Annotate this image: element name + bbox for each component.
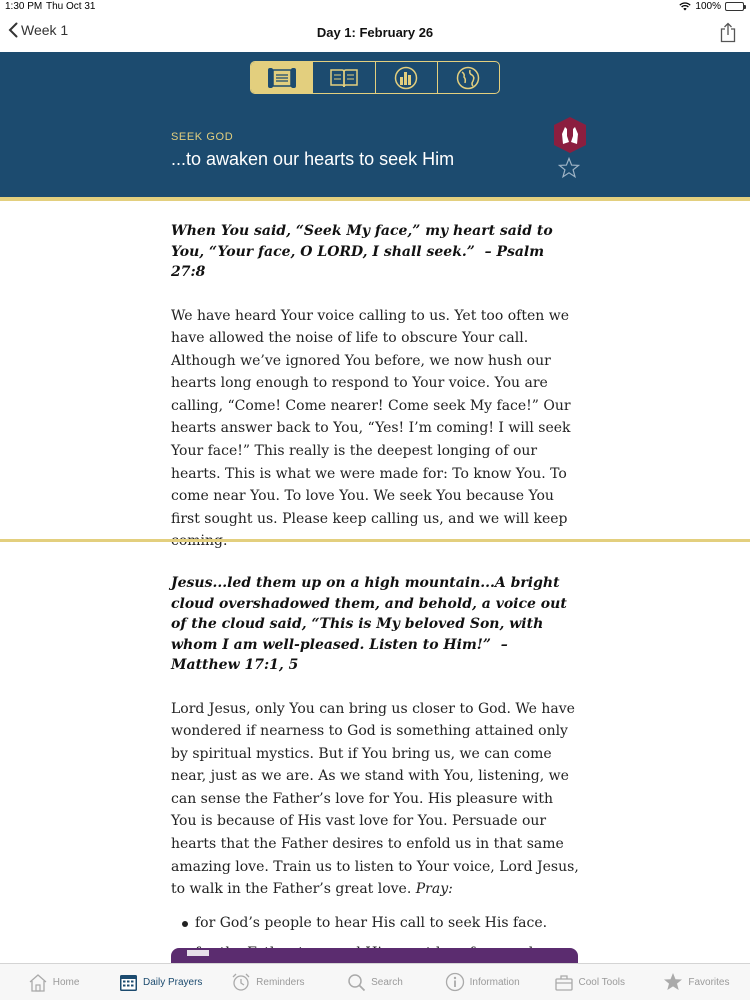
- prayer-content: [0, 201, 750, 963]
- tab-search[interactable]: [321, 964, 428, 1000]
- tab-label: Favorites: [688, 976, 730, 988]
- page-title: Day 1: February 26: [316, 25, 434, 40]
- segment-book[interactable]: [313, 62, 375, 93]
- prayer-point: for God’s people to hear His call to seek His face.: [171, 913, 579, 933]
- view-segmented-control: [250, 61, 500, 94]
- share-button[interactable]: [720, 22, 736, 48]
- city-globe-icon: [394, 66, 418, 90]
- section-divider: [0, 539, 750, 542]
- open-book-icon: [329, 67, 359, 89]
- status-date: Thu Oct 31: [46, 1, 96, 12]
- prayer-category: SEEK GOD: [171, 131, 234, 143]
- prayer-header: [0, 52, 750, 198]
- alarm-clock-icon: [231, 972, 251, 992]
- battery-icon: [725, 2, 744, 11]
- prayer-section-2: [0, 573, 750, 963]
- tab-reminders[interactable]: [214, 964, 321, 1000]
- tab-label: Reminders: [256, 976, 305, 988]
- prayer-body-text: Lord Jesus, only You can bring us closer to God. We have wondered if nearness to God is something attained only by spiritual mystics. But if You bring us, we can come near, just as we are. As we stand with You, listening, we can sense the Father’s love for You. His pleasure with You is because of His vast love for You. Persuade our hearts that the Father desires to enfold us in that same amazing love. Train us to listen to Your voice, Lord Jesus, to walk in the Father’s great love.: [171, 700, 579, 898]
- star-icon: [663, 972, 683, 992]
- battery-percent: 100%: [695, 1, 721, 12]
- action-card[interactable]: [171, 948, 578, 963]
- tools-icon: [554, 972, 574, 992]
- status-time: 1:30 PM: [5, 1, 43, 12]
- back-label: Week 1: [21, 22, 69, 38]
- calendar-icon: [119, 973, 138, 992]
- segment-city[interactable]: [376, 62, 438, 93]
- tab-home[interactable]: [0, 964, 107, 1000]
- tab-label: Daily Prayers: [142, 976, 203, 988]
- status-bar: [0, 0, 750, 14]
- verse-reference: – Psalm 27:8: [171, 243, 545, 280]
- share-icon: [720, 22, 736, 43]
- verse-text: Jesus...led them up on a high mountain...A bright cloud overshadowed them, and behold, a voice out of the cloud said, “This is My beloved Son, with whom I am well-pleased. Listen to Him!”: [171, 575, 567, 653]
- magnifier-icon: [347, 973, 366, 992]
- status-indicators: [679, 1, 744, 12]
- prayer-section-1: [0, 201, 750, 553]
- tab-bar: [0, 963, 750, 1000]
- praying-hands-icon: [552, 116, 588, 154]
- favorite-star-icon[interactable]: [558, 157, 580, 179]
- pray-label: Pray:: [415, 881, 453, 898]
- prayer-body: We have heard Your voice calling to us. Yet too often we have allowed the noise of life to obscure Your call. Although we’ve ignored You before, we now hush our hearts long enough to respond to Your voice. You are calling, “Come! Come nearer! Come seek My face!” Our hearts answer back to You, “Yes! I’m coming! I will seek Your face!” This really is the deepest longing of our hearts. This is what we were made for: To know You. To come near You. To love You. We seek You because You first sought us. Please keep calling us, and we will keep: [171, 307, 571, 527]
- tab-label: Information: [469, 976, 520, 988]
- prayer-body: [171, 698, 579, 901]
- scripture-verse: [171, 573, 579, 676]
- tab-label: Home: [52, 976, 80, 988]
- tab-label: Cool Tools: [578, 976, 626, 988]
- prayer-title: ...to awaken our hearts to seek Him: [171, 149, 455, 169]
- segment-world[interactable]: [438, 62, 499, 93]
- tab-daily-prayers[interactable]: [107, 964, 214, 1000]
- scripture-verse: [171, 221, 579, 283]
- card-icon: [187, 950, 209, 956]
- tab-label: Search: [371, 976, 403, 988]
- tab-information[interactable]: [429, 964, 536, 1000]
- segment-scroll[interactable]: [251, 62, 313, 93]
- verse-reference: – Matthew 17:1, 5: [171, 636, 508, 673]
- navigation-bar: [0, 14, 750, 52]
- tab-cool-tools[interactable]: [536, 964, 643, 1000]
- tab-favorites[interactable]: [643, 964, 750, 1000]
- house-icon: [28, 973, 48, 992]
- scroll-icon: [265, 67, 299, 89]
- globe-icon: [456, 66, 480, 90]
- wifi-icon: [679, 2, 691, 11]
- verse-text: When You said, “Seek My face,” my heart said to You, “Your face, O LORD, I shall seek.”: [171, 223, 553, 260]
- info-icon: [445, 972, 465, 992]
